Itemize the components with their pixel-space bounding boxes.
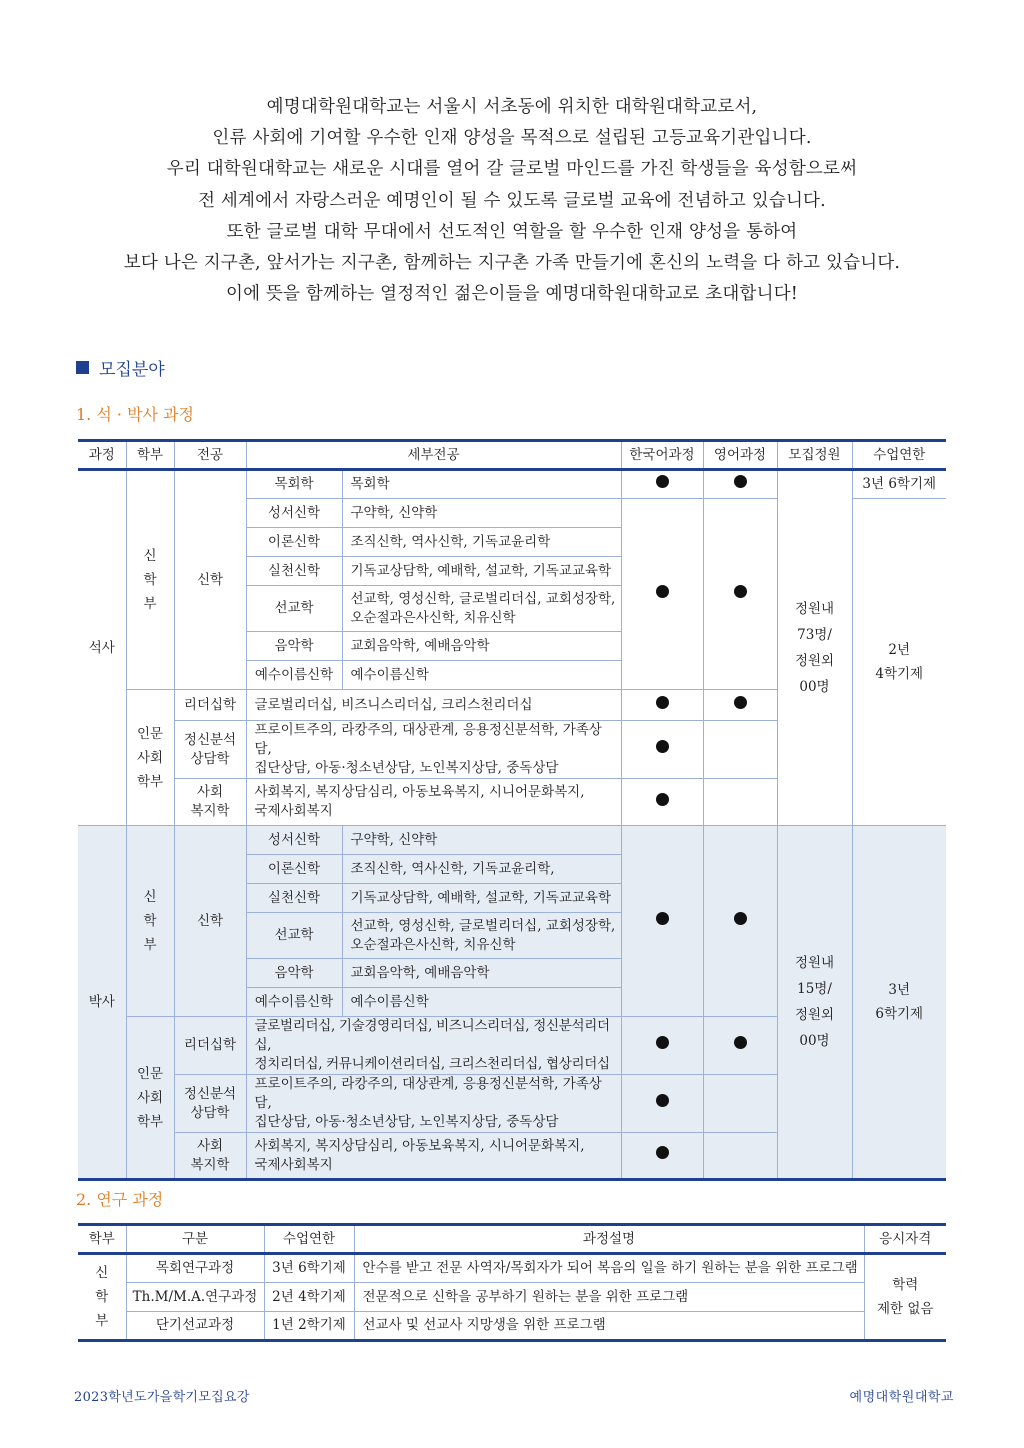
sub-major: 실천신학 [246, 884, 342, 913]
korean-course-mark [621, 779, 703, 826]
footer-left: 2023학년도가을학기모집요강 [74, 1390, 250, 1405]
header-cell: 전공 [174, 441, 246, 470]
study-years: 2년 4학기제 [264, 1283, 354, 1312]
filled-circle-icon [734, 696, 747, 709]
sub-major-detail: 목회학 [342, 470, 621, 499]
filled-circle-icon [734, 1036, 747, 1049]
header-cell: 영어과정 [703, 441, 777, 470]
major-label: 사회 복지학 [174, 779, 246, 826]
program-description: 안수를 받고 전문 사역자/목회자가 되어 복음의 일을 하기 원하는 분을 위한 프로그램 [354, 1254, 864, 1283]
intro-line: 예명대학원대학교는 서울시 서초동에 위치한 대학원대학교로서, [266, 97, 758, 117]
table-row [78, 1312, 946, 1341]
division-label: 신 학 부 [78, 1254, 126, 1341]
header-cell: 학부 [78, 1225, 126, 1254]
intro-line: 이에 뜻을 함께하는 열정적인 젊은이들을 예명대학원대학교로 초대합니다! [225, 284, 799, 305]
section-heading [76, 355, 165, 380]
filled-circle-icon [656, 1094, 669, 1107]
division-label: 인문 사회 학부 [126, 690, 174, 826]
english-course-mark [703, 499, 777, 690]
header-cell: 응시자격 [864, 1225, 946, 1254]
sub-major-detail: 글로벌리더십, 비즈니스리더십, 크리스천리더십 [246, 690, 621, 721]
sub-major-detail: 교회음악학, 예배음악학 [342, 632, 621, 661]
sub-major: 이론신학 [246, 855, 342, 884]
english-course-mark [703, 721, 777, 779]
header-cell: 구분 [126, 1225, 264, 1254]
program-name: 목회연구과정 [126, 1254, 264, 1283]
intro-text [60, 92, 964, 310]
program-name: 단기선교과정 [126, 1312, 264, 1341]
sub-major: 실천신학 [246, 557, 342, 586]
sub-major-detail: 기독교상담학, 예배학, 설교학, 기독교교육학 [342, 557, 621, 586]
intro-line: 또한 글로벌 대학 무대에서 선도적인 역할을 할 우수한 인재 양성을 통하여 [226, 221, 798, 242]
course-label: 석사 [78, 470, 126, 826]
major-label: 정신분석 상담학 [174, 721, 246, 779]
sub-major-detail: 조직신학, 역사신학, 기독교윤리학 [342, 528, 621, 557]
division-label: 신 학 부 [126, 826, 174, 1017]
sub-major: 음악학 [246, 632, 342, 661]
korean-course-mark [621, 470, 703, 499]
sub-major-detail: 구약학, 신약학 [342, 499, 621, 528]
sub-major-detail: 프로이트주의, 라캉주의, 대상관계, 응용정신분석학, 가족상담, 집단상담, 아동·청소년상담, 노인복지상담, 중독상담 [246, 721, 621, 779]
sub-major-detail: 선교학, 영성신학, 글로벌리더십, 교회성장학, 오순절과은사신학, 치유신학 [342, 586, 621, 632]
korean-course-mark [621, 499, 703, 690]
sub-major: 목회학 [246, 470, 342, 499]
major-label: 정신분석 상담학 [174, 1075, 246, 1133]
table-header-row [78, 1225, 946, 1254]
table-row [78, 1283, 946, 1312]
table-row [78, 1254, 946, 1283]
header-cell: 과정설명 [354, 1225, 864, 1254]
english-course-mark [703, 1075, 777, 1133]
sub-major: 성서신학 [246, 826, 342, 855]
research-course-title: 2. 연구 과정 [76, 1190, 164, 1209]
header-cell: 한국어과정 [621, 441, 703, 470]
major-label: 사회 복지학 [174, 1133, 246, 1180]
header-cell: 학부 [126, 441, 174, 470]
sub-major-detail: 구약학, 신약학 [342, 826, 621, 855]
study-years: 3년 6학기제 [852, 470, 946, 499]
program-name: Th.M/M.A.연구과정 [126, 1283, 264, 1312]
english-course-mark [703, 690, 777, 721]
sub-major-detail: 사회복지, 복지상담심리, 아동보육복지, 시니어문화복지, 국제사회복지 [246, 1133, 621, 1180]
filled-circle-icon [734, 585, 747, 598]
header-cell: 세부전공 [246, 441, 621, 470]
major-label: 신학 [174, 826, 246, 1017]
table-row [78, 826, 946, 855]
study-years: 3년 6학기제 [852, 826, 946, 1180]
sub-major-detail: 글로벌리더십, 기술경영리더십, 비즈니스리더십, 정신분석리더십, 정치리더십, 커뮤니케이션리더십, 크리스천리더십, 협상리더십 [246, 1017, 621, 1075]
intro-line: 인류 사회에 기여할 우수한 인재 양성을 목적으로 설립된 고등교육기관입니다. [212, 128, 812, 149]
korean-course-mark [621, 1133, 703, 1180]
division-label: 인문 사회 학부 [126, 1017, 174, 1180]
degree-course-title: 1. 석 · 박사 과정 [76, 405, 194, 424]
korean-course-mark [621, 826, 703, 1017]
sub-major: 선교학 [246, 586, 342, 632]
sub-major: 이론신학 [246, 528, 342, 557]
filled-circle-icon [656, 740, 669, 753]
header-cell: 과정 [78, 441, 126, 470]
english-course-mark [703, 1133, 777, 1180]
filled-circle-icon [656, 1146, 669, 1159]
division-label: 신 학 부 [126, 470, 174, 690]
filled-circle-icon [656, 912, 669, 925]
korean-course-mark [621, 1017, 703, 1075]
filled-circle-icon [734, 912, 747, 925]
english-course-mark [703, 1017, 777, 1075]
korean-course-mark [621, 721, 703, 779]
sub-major: 선교학 [246, 913, 342, 959]
footer-right: 예명대학원대학교 [849, 1390, 954, 1405]
sub-major-detail: 기독교상담학, 예배학, 설교학, 기독교교육학 [342, 884, 621, 913]
sub-major: 예수이름신학 [246, 988, 342, 1017]
sub-major: 음악학 [246, 959, 342, 988]
square-bullet-icon [76, 361, 89, 374]
sub-major-detail: 교회음악학, 예배음악학 [342, 959, 621, 988]
major-label: 리더십학 [174, 1017, 246, 1075]
header-cell: 수업연한 [264, 1225, 354, 1254]
korean-course-mark [621, 1075, 703, 1133]
sub-major-detail: 조직신학, 역사신학, 기독교윤리학, [342, 855, 621, 884]
header-cell: 수업연한 [852, 441, 946, 470]
filled-circle-icon [656, 793, 669, 806]
program-description: 전문적으로 신학을 공부하기 원하는 분을 위한 프로그램 [354, 1283, 864, 1312]
study-years: 2년 4학기제 [852, 499, 946, 826]
intro-line: 전 세계에서 자랑스러운 예명인이 될 수 있도록 글로벌 교육에 전념하고 있습니다. [198, 190, 826, 211]
sub-major-detail: 선교학, 영성신학, 글로벌리더십, 교회성장학, 오순절과은사신학, 치유신학 [342, 913, 621, 959]
english-course-mark [703, 779, 777, 826]
table-header-row [78, 441, 946, 470]
quota: 정원내 15명/ 정원외 00명 [777, 826, 852, 1180]
sub-major: 예수이름신학 [246, 661, 342, 690]
english-course-mark [703, 470, 777, 499]
major-label: 신학 [174, 470, 246, 690]
research-course-table [78, 1223, 946, 1342]
filled-circle-icon [656, 475, 669, 488]
qualification: 학력 제한 없음 [864, 1254, 946, 1341]
degree-course-table [78, 439, 946, 1181]
sub-major: 성서신학 [246, 499, 342, 528]
sub-major-detail: 사회복지, 복지상담심리, 아동보육복지, 시니어문화복지, 국제사회복지 [246, 779, 621, 826]
sub-major-detail: 예수이름신학 [342, 988, 621, 1017]
study-years: 1년 2학기제 [264, 1312, 354, 1341]
intro-line: 보다 나은 지구촌, 앞서가는 지구촌, 함께하는 지구촌 가족 만들기에 혼신의 노력을 다 하고 있습니다. [123, 253, 901, 274]
quota: 정원내 73명/ 정원외 00명 [777, 470, 852, 826]
filled-circle-icon [656, 696, 669, 709]
filled-circle-icon [656, 585, 669, 598]
sub-major-detail: 예수이름신학 [342, 661, 621, 690]
program-description: 선교사 및 선교사 지망생을 위한 프로그램 [354, 1312, 864, 1341]
table-row [78, 470, 946, 499]
intro-line: 우리 대학원대학교는 새로운 시대를 열어 갈 글로벌 마인드를 가진 학생들을 육성함으로써 [166, 159, 858, 180]
korean-course-mark [621, 690, 703, 721]
filled-circle-icon [734, 475, 747, 488]
section-title: 모집분야 [99, 360, 165, 380]
course-label: 박사 [78, 826, 126, 1180]
study-years: 3년 6학기제 [264, 1254, 354, 1283]
english-course-mark [703, 826, 777, 1017]
filled-circle-icon [656, 1036, 669, 1049]
sub-major-detail: 프로이트주의, 라캉주의, 대상관계, 응용정신분석학, 가족상담, 집단상담, 아동·청소년상담, 노인복지상담, 중독상담 [246, 1075, 621, 1133]
major-label: 리더십학 [174, 690, 246, 721]
header-cell: 모집정원 [777, 441, 852, 470]
